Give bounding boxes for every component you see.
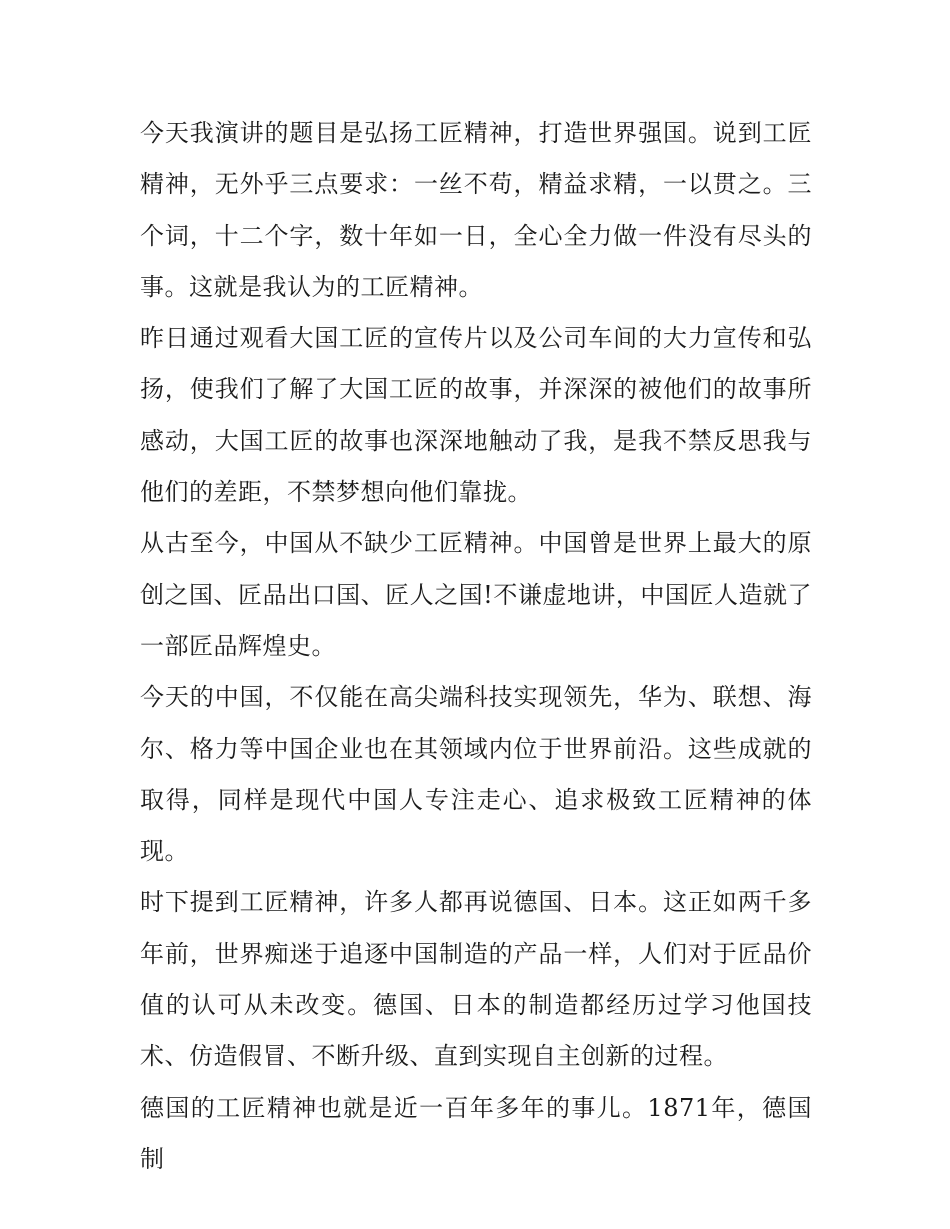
paragraph-2: 昨日通过观看大国工匠的宣传片以及公司车间的大力宣传和弘扬，使我们了解了大国工匠的故事，并深深的被他们的故事所感动，大国工匠的故事也深深地触动了我，是我不禁反思我与他们的差距，不禁梦想向他们靠拢。 — [140, 324, 812, 507]
paragraph-5: 时下提到工匠精神，许多人都再说德国、日本。这正如两千多年前，世界痴迷于追逐中国制造的产品一样，人们对于匠品价值的认可从未改变。德国、日本的制造都经历过学习他国技术、仿造假冒、不断升级、直到实现自主创新的过程。 — [140, 888, 812, 1071]
paragraph-6: 德国的工匠精神也就是近一百年多年的事儿。1871年，德国制 — [140, 1093, 812, 1173]
document-body — [140, 108, 812, 1185]
paragraph-4: 今天的中国，不仅能在高尖端科技实现领先，华为、联想、海尔、格力等中国企业也在其领域内位于世界前沿。这些成就的取得，同样是现代中国人专注走心、追求极致工匠精神的体现。 — [140, 683, 812, 866]
paragraph-1: 今天我演讲的题目是弘扬工匠精神，打造世界强国。说到工匠精神，无外乎三点要求：一丝不苟，精益求精，一以贯之。三个词，十二个字，数十年如一日，全心全力做一件没有尽头的事。这就是我认为的工匠精神。 — [140, 119, 812, 301]
paragraph-3: 从古至今，中国从不缺少工匠精神。中国曾是世界上最大的原创之国、匠品出口国、匠人之国!不谦虚地讲，中国匠人造就了一部匠品辉煌史。 — [140, 529, 812, 660]
